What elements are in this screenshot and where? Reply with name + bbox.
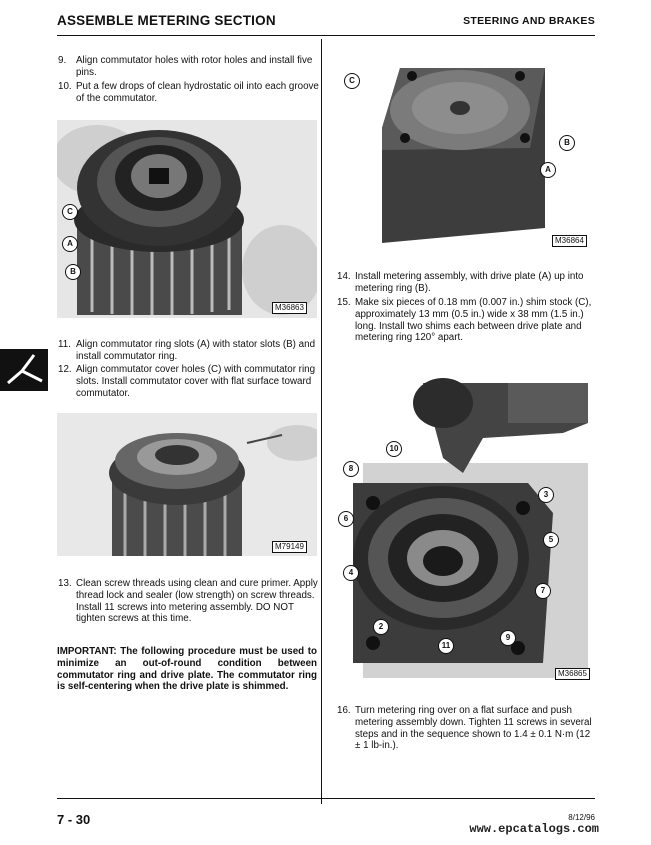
callout-10: 10 [386, 441, 402, 457]
footer-rule [57, 798, 595, 799]
step-14-text: Install metering assembly, with drive plate (A) up into metering ring (B). [355, 271, 584, 294]
callout-4: 4 [343, 565, 359, 581]
callout-c: C [62, 204, 78, 220]
header-rule [57, 35, 595, 36]
callout-8: 8 [343, 461, 359, 477]
callout-b: B [559, 135, 575, 151]
step-15-text: Make six pieces of 0.18 mm (0.007 in.) shim stock (C), approximately 13 mm (0.5 in.) wide x 38 mm (1.5 in.) long. Install two shims each between drive plate and metering ring 120° apart. [355, 297, 592, 344]
steering-section-icon [0, 349, 48, 391]
watermark: www.epcatalogs.com [469, 822, 599, 836]
callout-2: 2 [373, 619, 389, 635]
section-tab-marker [0, 349, 48, 391]
callout-c: C [344, 73, 360, 89]
step-11-number: 11. [58, 339, 71, 350]
callout-a: A [62, 236, 78, 252]
callout-6: 6 [338, 511, 354, 527]
photo-metering-assembly [330, 58, 592, 256]
step-10-number: 10. [58, 81, 72, 92]
page-number: 7 - 30 [57, 812, 91, 827]
step-10-text: Put a few drops of clean hydrostatic oil into each groove of the commutator. [76, 81, 319, 104]
step-9-text: Align commutator holes with rotor holes and install five pins. [76, 55, 313, 78]
step-12-number: 12. [58, 364, 72, 375]
figure-id: M36863 [272, 302, 307, 314]
step-14-number: 14. [337, 271, 351, 282]
photo-commutator-ring [57, 120, 317, 318]
photo-metering-assembly-drawing [330, 58, 592, 256]
figure-id: M79149 [272, 541, 307, 553]
photo-screw-sequence-drawing [333, 363, 595, 683]
column-divider [321, 39, 322, 804]
step-12-text: Align commutator cover holes (C) with commutator ring slots. Install commutator cover with flat surface toward commutator. [76, 364, 316, 399]
callout-3: 3 [538, 487, 554, 503]
step-13-text: Clean screw threads using clean and cure primer. Apply thread lock and sealer (low strength) on screw threads. Install 11 screws into metering assembly. DO NOT tighten screws at this time. [76, 578, 318, 625]
callout-b: B [65, 264, 81, 280]
step-11-text: Align commutator ring slots (A) with stator slots (B) and install commutator ring. [76, 339, 316, 362]
callout-9: 9 [500, 630, 516, 646]
page-title: ASSEMBLE METERING SECTION [57, 13, 276, 28]
photo-commutator-ring-drawing [57, 120, 317, 318]
callout-5: 5 [543, 532, 559, 548]
step-16-number: 16. [337, 705, 351, 716]
callout-a: A [540, 162, 556, 178]
step-9-number: 9. [58, 55, 67, 66]
callout-7: 7 [535, 583, 551, 599]
revision-date: 8/12/96 [568, 813, 595, 822]
photo-screw-sequence [333, 363, 595, 683]
important-note: IMPORTANT: The following procedure must be used to minimize an out-of-round condition between commutator ring and drive plate. The commutator ring is self-centering when the drive plate is shimmed. [57, 646, 317, 693]
step-13-number: 13. [58, 578, 72, 589]
callout-11: 11 [438, 638, 454, 654]
photo-commutator-cover-drawing [57, 413, 317, 556]
figure-id: M36865 [555, 668, 590, 680]
step-16-text: Turn metering ring over on a flat surface and push metering assembly down. Tighten 11 screws in several steps and in the sequence shown to 1.4 ± 0.1 N·m (12 ± 1 lb-in.). [355, 705, 592, 752]
section-title: STEERING AND BRAKES [463, 15, 595, 27]
step-15-number: 15. [337, 297, 351, 308]
photo-commutator-cover [57, 413, 317, 556]
figure-id: M36864 [552, 235, 587, 247]
